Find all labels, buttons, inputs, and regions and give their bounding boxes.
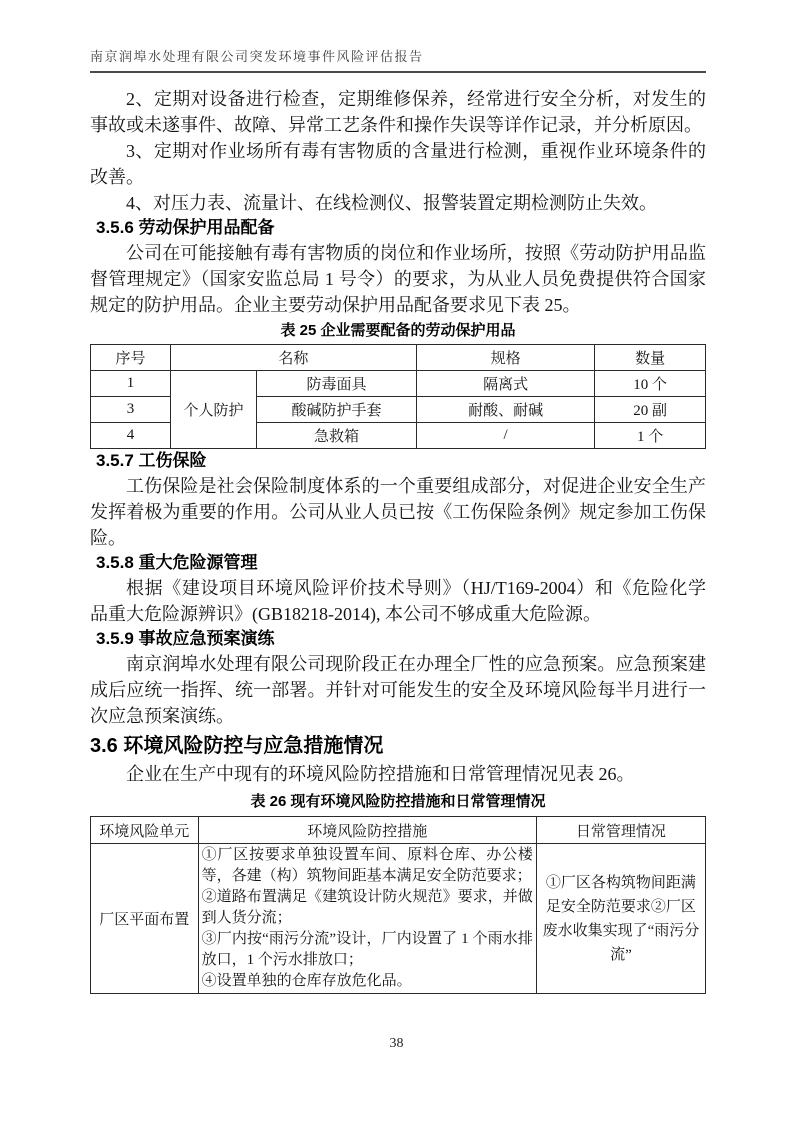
paragraph-major-hazard-management: 根据《建设项目环境风险评价技术导则》（HJ/T169-2004）和《危险化学品重大危险源辨识》(GB18218-2014), 本公司不够成重大危险源。 bbox=[90, 578, 706, 624]
paragraph-equipment-inspection: 2、定期对设备进行检查，定期维修保养，经常进行安全分析，对发生的事故或未遂事件、故障、异常工艺条件和操作失误等详作记录，并分析原因。 bbox=[90, 89, 706, 135]
cell-spec: / bbox=[416, 423, 594, 449]
paragraph-protective-equipment: 公司在可能接触有毒有害物质的岗位和作业场所，按照《劳动防护用品监督管理规定》（国家安监总局 1 号令）的要求，为从业人员免费提供符合国家规定的防护用品。企业主要劳动保护用品配备要求见下表 25。 bbox=[90, 243, 706, 315]
table26-caption: 表 26 现有环境风险防控措施和日常管理情况 bbox=[250, 793, 546, 810]
table25-col-name: 名称 bbox=[170, 345, 416, 371]
cell-item-name: 急救箱 bbox=[257, 423, 417, 449]
page-content bbox=[90, 86, 706, 994]
cell-serial: 3 bbox=[91, 397, 171, 423]
cell-spec: 耐酸、耐碱 bbox=[416, 397, 594, 423]
measure-item-2: ②道路布置满足《建筑设计防火规范》要求，并做到人货分流； bbox=[201, 889, 533, 926]
table-row bbox=[91, 844, 706, 994]
cell-daily-management: ①厂区各构筑物间距满足安全防范要求②厂区废水收集实现了“雨污分流” bbox=[536, 844, 705, 994]
cell-risk-unit: 厂区平面布置 bbox=[91, 844, 199, 994]
cell-serial: 4 bbox=[91, 423, 171, 449]
table26-risk-control-measures bbox=[90, 816, 706, 994]
cell-qty: 10 个 bbox=[595, 371, 706, 397]
measure-item-1: ①厂区按要求单独设置车间、原料仓库、办公楼等，各建（构）筑物间距基本满足安全防范要求； bbox=[201, 847, 533, 884]
paragraph-toxic-substance-detection: 3、定期对作业场所有毒有害物质的含量进行检测，重视作业环境条件的改善。 bbox=[90, 141, 706, 187]
table25-col-qty: 数量 bbox=[595, 345, 706, 371]
table25-protective-equipment bbox=[90, 344, 706, 449]
paragraph-gauge-periodic-check: 4、对压力表、流量计、在线检测仪、报警装置定期检测防止失效。 bbox=[126, 193, 657, 213]
page-number: 38 bbox=[389, 1036, 404, 1051]
table25-col-spec: 规格 bbox=[416, 345, 594, 371]
cell-group-personal-protection: 个人防护 bbox=[170, 371, 256, 449]
paragraph-emergency-drill: 南京润埠水处理有限公司现阶段正在办理全厂性的应急预案。应急预案建成后应统一指挥、统一部署。并针对可能发生的安全及环境风险每半月进行一次应急预案演练。 bbox=[90, 654, 706, 726]
cell-serial: 1 bbox=[91, 371, 171, 397]
table25-col-serial: 序号 bbox=[91, 345, 171, 371]
page-header bbox=[90, 46, 706, 73]
table25-caption: 表 25 企业需要配备的劳动保护用品 bbox=[280, 322, 516, 339]
section-heading-3-5-7: 3.5.7 工伤保险 bbox=[96, 451, 207, 470]
section-heading-3-6: 3.6 环境风险防控与应急措施情况 bbox=[90, 735, 384, 757]
measure-item-4: ④设置单独的仓库存放危化品。 bbox=[201, 973, 412, 989]
measure-item-3: ③厂内按“雨污分流”设计，厂内设置了 1 个雨水排放口，1 个污水排放口； bbox=[201, 931, 533, 968]
table26-col-risk-unit: 环境风险单元 bbox=[91, 817, 199, 844]
cell-item-name: 酸碱防护手套 bbox=[257, 397, 417, 423]
cell-qty: 1 个 bbox=[595, 423, 706, 449]
table26-header-row bbox=[91, 817, 706, 844]
cell-spec: 隔离式 bbox=[416, 371, 594, 397]
paragraph-risk-control-intro: 企业在生产中现有的环境风险防控措施和日常管理情况见表 26。 bbox=[126, 764, 635, 784]
table25-header-row bbox=[91, 345, 706, 371]
cell-control-measures bbox=[198, 844, 536, 994]
cell-item-name: 防毒面具 bbox=[257, 371, 417, 397]
section-heading-3-5-9: 3.5.9 事故应急预案演练 bbox=[96, 629, 275, 648]
section-heading-3-5-6: 3.5.6 劳动保护用品配备 bbox=[96, 218, 275, 237]
section-heading-3-5-8: 3.5.8 重大危险源管理 bbox=[96, 553, 258, 572]
paragraph-work-injury-insurance: 工伤保险是社会保险制度体系的一个重要组成部分，对促进企业安全生产发挥着极为重要的作用。公司从业人员已按《工伤保险条例》规定参加工伤保险。 bbox=[90, 476, 706, 548]
cell-qty: 20 副 bbox=[595, 397, 706, 423]
table-row bbox=[91, 371, 706, 397]
header-title: 南京润埠水处理有限公司突发环境事件风险评估报告 bbox=[90, 49, 424, 64]
table26-col-daily-management: 日常管理情况 bbox=[536, 817, 705, 844]
table26-col-control-measures: 环境风险防控措施 bbox=[198, 817, 536, 844]
